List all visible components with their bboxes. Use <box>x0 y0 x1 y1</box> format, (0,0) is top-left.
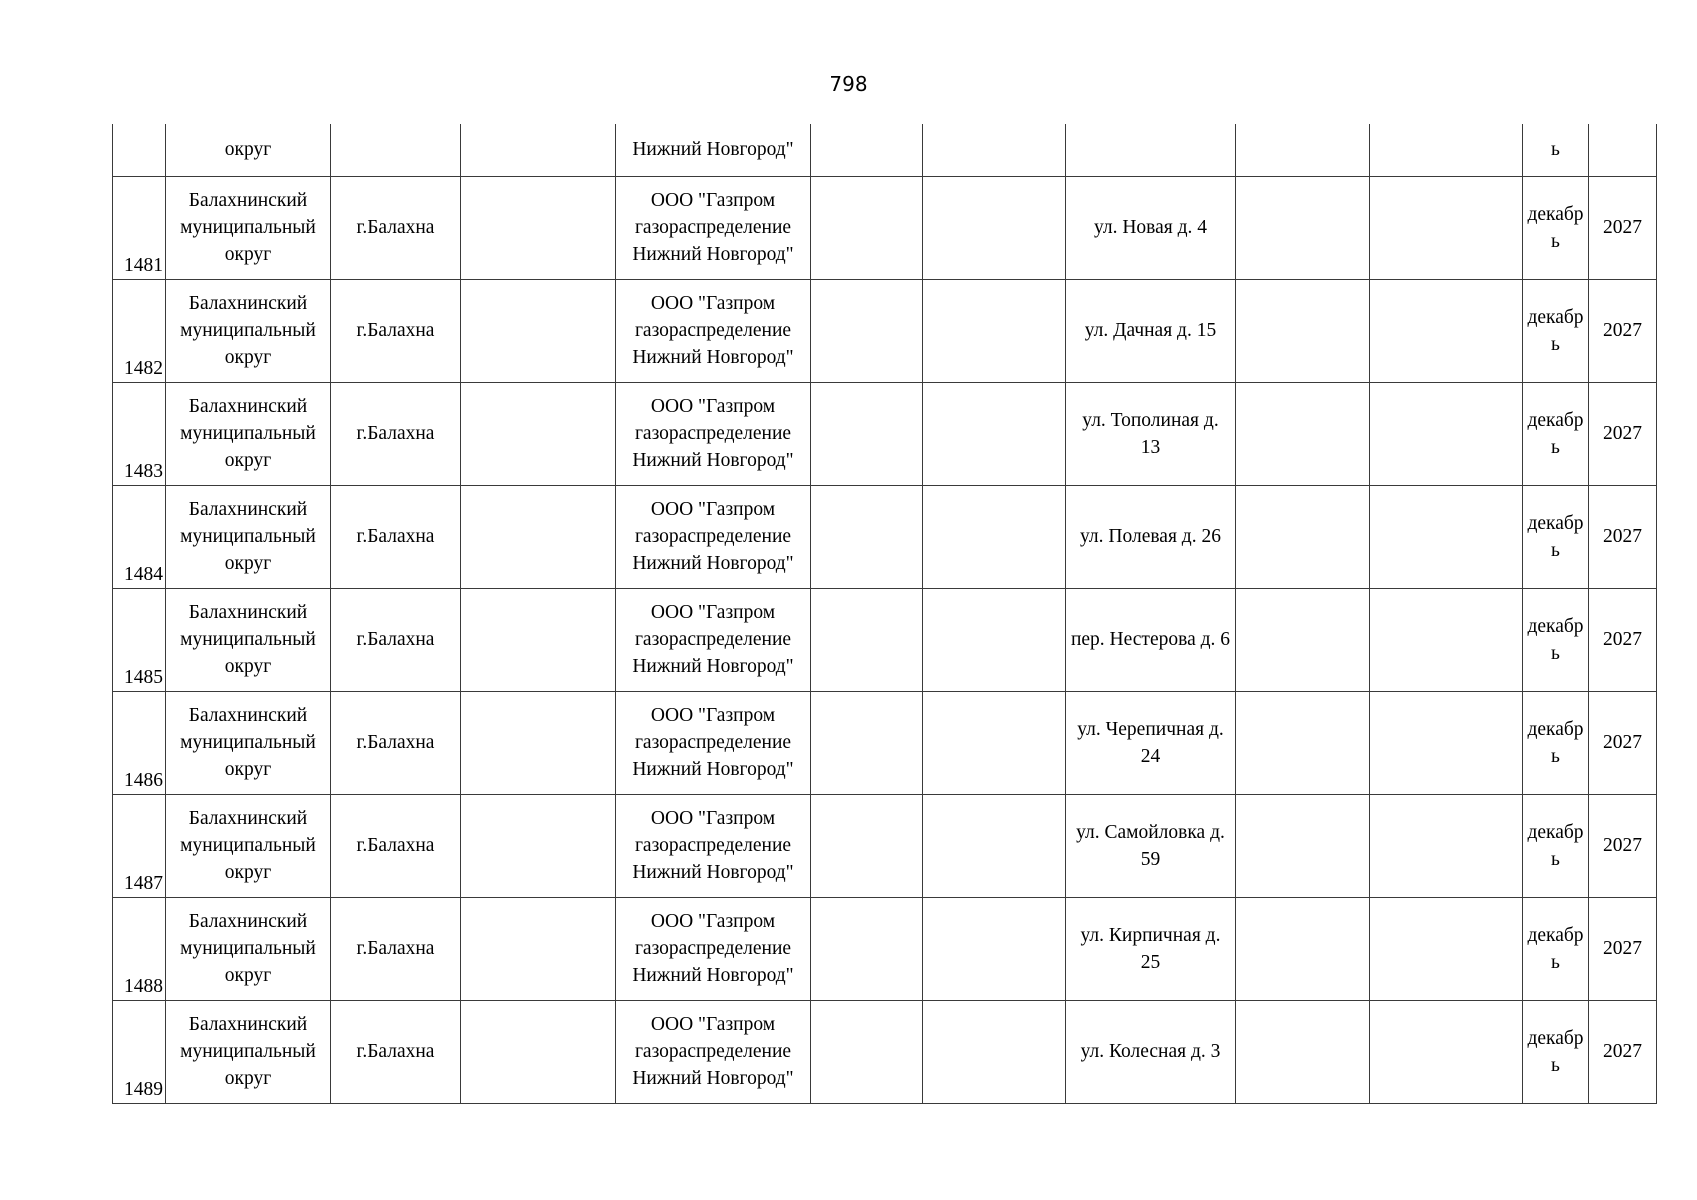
cell-empty <box>1370 691 1523 794</box>
cell-line: ь <box>1551 848 1560 870</box>
cell-line: декабр <box>1527 821 1584 843</box>
cell-line: Нижний Новгород" <box>632 553 794 574</box>
cell-line: округ <box>224 656 272 677</box>
cell-empty <box>1370 485 1523 588</box>
cell-line: газораспределение <box>634 423 792 444</box>
cell-city: г.Балахна <box>331 588 461 691</box>
table-body <box>113 124 1657 1103</box>
cell-line: Балахнинский <box>188 1014 308 1035</box>
cell-district <box>166 691 331 794</box>
cell-line: Нижний Новгород" <box>632 862 794 883</box>
cell-line: муниципальный <box>180 217 316 238</box>
cell-empty <box>1236 124 1370 176</box>
cell-empty <box>811 485 923 588</box>
cell-district <box>166 794 331 897</box>
cell-line: 13 <box>1140 436 1161 458</box>
cell-line: газораспределение <box>634 320 792 341</box>
cell-line: муниципальный <box>180 1041 316 1062</box>
cell-address <box>1066 176 1236 279</box>
cell-empty <box>811 382 923 485</box>
cell-line: 59 <box>1140 848 1161 870</box>
cell-address <box>1066 279 1236 382</box>
cell-empty <box>1236 1000 1370 1103</box>
cell-empty <box>1370 124 1523 176</box>
cell-line: округ <box>224 553 272 574</box>
cell-empty <box>1236 176 1370 279</box>
cell-line: ь <box>1551 436 1560 458</box>
cell-month <box>1523 691 1589 794</box>
cell-empty <box>811 794 923 897</box>
cell-year: 2027 <box>1589 176 1657 279</box>
cell-empty <box>1236 382 1370 485</box>
cell-empty <box>1370 176 1523 279</box>
cell-line: ь <box>1551 1054 1560 1076</box>
cell-district <box>166 279 331 382</box>
registry-table <box>112 124 1657 1104</box>
cell-line: Балахнинский <box>188 396 308 417</box>
cell-organization <box>616 279 811 382</box>
cell-empty <box>461 588 616 691</box>
cell-empty <box>1236 897 1370 1000</box>
cell-organization: Нижний Новгород" <box>616 124 811 176</box>
cell-line: ул. Черепичная д. <box>1077 718 1224 740</box>
cell-line: ООО "Газпром <box>650 602 776 623</box>
cell-line: Нижний Новгород" <box>632 965 794 986</box>
cell-number <box>113 124 166 176</box>
cell-line: ООО "Газпром <box>650 1014 776 1035</box>
cell-line: пер. Нестерова д. 6 <box>1070 629 1231 650</box>
cell-city: г.Балахна <box>331 897 461 1000</box>
cell-address <box>1066 485 1236 588</box>
table-row <box>113 176 1657 279</box>
cell-organization <box>616 176 811 279</box>
cell-line: 24 <box>1140 745 1161 767</box>
cell-month <box>1523 279 1589 382</box>
cell-year: 2027 <box>1589 1000 1657 1103</box>
cell-city: г.Балахна <box>331 691 461 794</box>
cell-city: г.Балахна <box>331 485 461 588</box>
cell-organization <box>616 382 811 485</box>
cell-line: Балахнинский <box>188 705 308 726</box>
cell-district <box>166 382 331 485</box>
cell-line: Нижний Новгород" <box>632 347 794 368</box>
table-row <box>113 279 1657 382</box>
cell-empty <box>1236 691 1370 794</box>
cell-line: муниципальный <box>180 423 316 444</box>
cell-line: муниципальный <box>180 629 316 650</box>
cell-empty <box>923 794 1066 897</box>
cell-empty <box>461 124 616 176</box>
cell-line: ООО "Газпром <box>650 396 776 417</box>
cell-city: г.Балахна <box>331 1000 461 1103</box>
cell-line: ООО "Газпром <box>650 499 776 520</box>
cell-line: ул. Полевая д. 26 <box>1080 526 1221 547</box>
cell-year: 2027 <box>1589 794 1657 897</box>
cell-organization <box>616 691 811 794</box>
cell-line: Нижний Новгород" <box>632 656 794 677</box>
cell-address <box>1066 691 1236 794</box>
cell-line: газораспределение <box>634 217 792 238</box>
cell-empty <box>461 279 616 382</box>
cell-district <box>166 588 331 691</box>
cell-line: ул. Самойловка д. <box>1076 821 1225 843</box>
cell-line: ь <box>1551 539 1560 561</box>
table-row <box>113 485 1657 588</box>
table-row <box>113 1000 1657 1103</box>
cell-empty <box>461 1000 616 1103</box>
cell-city: г.Балахна <box>331 382 461 485</box>
cell-address <box>1066 1000 1236 1103</box>
cell-empty <box>811 588 923 691</box>
cell-district <box>166 485 331 588</box>
cell-line: муниципальный <box>180 732 316 753</box>
cell-address <box>1066 124 1236 176</box>
cell-month <box>1523 794 1589 897</box>
cell-empty <box>461 176 616 279</box>
cell-line: ь <box>1551 951 1560 973</box>
cell-empty <box>923 485 1066 588</box>
cell-month <box>1523 485 1589 588</box>
cell-line: декабр <box>1527 615 1584 637</box>
continuation-row <box>113 124 1657 176</box>
cell-empty <box>811 124 923 176</box>
cell-line: Нижний Новгород" <box>632 1068 794 1089</box>
cell-empty <box>461 897 616 1000</box>
cell-month <box>1523 897 1589 1000</box>
cell-empty <box>923 691 1066 794</box>
cell-number: 1484 <box>113 485 166 588</box>
cell-line: декабр <box>1527 924 1584 946</box>
cell-line: декабр <box>1527 203 1584 225</box>
cell-line: газораспределение <box>634 1041 792 1062</box>
cell-line: ООО "Газпром <box>650 190 776 211</box>
cell-line: Балахнинский <box>188 808 308 829</box>
cell-line: ООО "Газпром <box>650 293 776 314</box>
cell-empty <box>461 794 616 897</box>
cell-line: округ <box>224 347 272 368</box>
cell-organization <box>616 897 811 1000</box>
cell-city: г.Балахна <box>331 279 461 382</box>
cell-line: муниципальный <box>180 938 316 959</box>
cell-number: 1486 <box>113 691 166 794</box>
cell-year: 2027 <box>1589 485 1657 588</box>
cell-line: Балахнинский <box>188 602 308 623</box>
cell-line: 25 <box>1140 951 1161 973</box>
cell-month <box>1523 176 1589 279</box>
cell-line: газораспределение <box>634 526 792 547</box>
cell-line: ООО "Газпром <box>650 911 776 932</box>
cell-line: Балахнинский <box>188 190 308 211</box>
cell-empty <box>461 691 616 794</box>
cell-empty <box>923 897 1066 1000</box>
cell-year: 2027 <box>1589 897 1657 1000</box>
cell-month: ь <box>1523 124 1589 176</box>
cell-line: муниципальный <box>180 320 316 341</box>
cell-number: 1485 <box>113 588 166 691</box>
cell-month <box>1523 588 1589 691</box>
cell-empty <box>811 1000 923 1103</box>
cell-district <box>166 176 331 279</box>
cell-number: 1481 <box>113 176 166 279</box>
cell-line: округ <box>224 1068 272 1089</box>
cell-number: 1483 <box>113 382 166 485</box>
cell-line: ь <box>1551 230 1560 252</box>
cell-line: округ <box>224 244 272 265</box>
cell-address <box>1066 897 1236 1000</box>
cell-line: округ <box>224 450 272 471</box>
cell-month <box>1523 382 1589 485</box>
table-row <box>113 691 1657 794</box>
cell-empty <box>1236 588 1370 691</box>
table-row <box>113 382 1657 485</box>
cell-empty <box>1236 485 1370 588</box>
cell-line: газораспределение <box>634 732 792 753</box>
cell-empty <box>461 485 616 588</box>
cell-empty <box>1236 279 1370 382</box>
cell-city <box>331 124 461 176</box>
cell-line: округ <box>224 759 272 780</box>
cell-line: округ <box>224 965 272 986</box>
cell-line: декабр <box>1527 718 1584 740</box>
cell-month <box>1523 1000 1589 1103</box>
cell-year: 2027 <box>1589 588 1657 691</box>
cell-city: г.Балахна <box>331 794 461 897</box>
cell-empty <box>811 691 923 794</box>
table-row <box>113 794 1657 897</box>
cell-number: 1489 <box>113 1000 166 1103</box>
cell-empty <box>461 382 616 485</box>
cell-line: Балахнинский <box>188 499 308 520</box>
cell-empty <box>1236 794 1370 897</box>
cell-empty <box>923 279 1066 382</box>
cell-line: ул. Кирпичная д. <box>1080 924 1221 946</box>
cell-line: ООО "Газпром <box>650 808 776 829</box>
table-row <box>113 588 1657 691</box>
cell-line: ь <box>1551 333 1560 355</box>
cell-line: ь <box>1551 642 1560 664</box>
cell-line: округ <box>224 862 272 883</box>
cell-line: декабр <box>1527 306 1584 328</box>
cell-empty <box>1370 588 1523 691</box>
cell-address <box>1066 382 1236 485</box>
cell-line: ул. Колесная д. 3 <box>1080 1041 1221 1062</box>
cell-empty <box>811 897 923 1000</box>
cell-empty <box>923 382 1066 485</box>
cell-address <box>1066 588 1236 691</box>
cell-address <box>1066 794 1236 897</box>
table-row <box>113 897 1657 1000</box>
cell-empty <box>1370 897 1523 1000</box>
cell-year: 2027 <box>1589 279 1657 382</box>
cell-empty <box>811 176 923 279</box>
cell-year: 2027 <box>1589 691 1657 794</box>
cell-line: ул. Тополиная д. <box>1082 409 1219 431</box>
cell-district <box>166 1000 331 1103</box>
cell-line: муниципальный <box>180 835 316 856</box>
cell-city: г.Балахна <box>331 176 461 279</box>
cell-district <box>166 897 331 1000</box>
cell-line: Нижний Новгород" <box>632 244 794 265</box>
cell-line: ь <box>1551 745 1560 767</box>
cell-line: ООО "Газпром <box>650 705 776 726</box>
cell-line: декабр <box>1527 1027 1584 1049</box>
cell-empty <box>923 124 1066 176</box>
cell-organization <box>616 794 811 897</box>
cell-line: газораспределение <box>634 938 792 959</box>
cell-line: Нижний Новгород" <box>632 759 794 780</box>
cell-line: Нижний Новгород" <box>632 450 794 471</box>
cell-empty <box>1370 794 1523 897</box>
cell-line: газораспределение <box>634 835 792 856</box>
cell-empty <box>1370 279 1523 382</box>
cell-line: ул. Новая д. 4 <box>1093 217 1208 238</box>
cell-district: округ <box>166 124 331 176</box>
cell-line: декабр <box>1527 512 1584 534</box>
cell-year: 2027 <box>1589 382 1657 485</box>
cell-empty <box>1370 382 1523 485</box>
cell-line: ул. Дачная д. 15 <box>1084 320 1217 341</box>
cell-organization <box>616 485 811 588</box>
cell-organization <box>616 1000 811 1103</box>
cell-number: 1482 <box>113 279 166 382</box>
cell-year <box>1589 124 1657 176</box>
cell-line: декабр <box>1527 409 1584 431</box>
cell-number: 1487 <box>113 794 166 897</box>
cell-empty <box>1370 1000 1523 1103</box>
cell-empty <box>811 279 923 382</box>
cell-line: муниципальный <box>180 526 316 547</box>
cell-organization <box>616 588 811 691</box>
cell-line: Балахнинский <box>188 293 308 314</box>
cell-empty <box>923 588 1066 691</box>
page-number: 798 <box>829 72 868 96</box>
cell-line: газораспределение <box>634 629 792 650</box>
cell-empty <box>923 1000 1066 1103</box>
cell-number: 1488 <box>113 897 166 1000</box>
cell-empty <box>923 176 1066 279</box>
cell-line: Балахнинский <box>188 911 308 932</box>
